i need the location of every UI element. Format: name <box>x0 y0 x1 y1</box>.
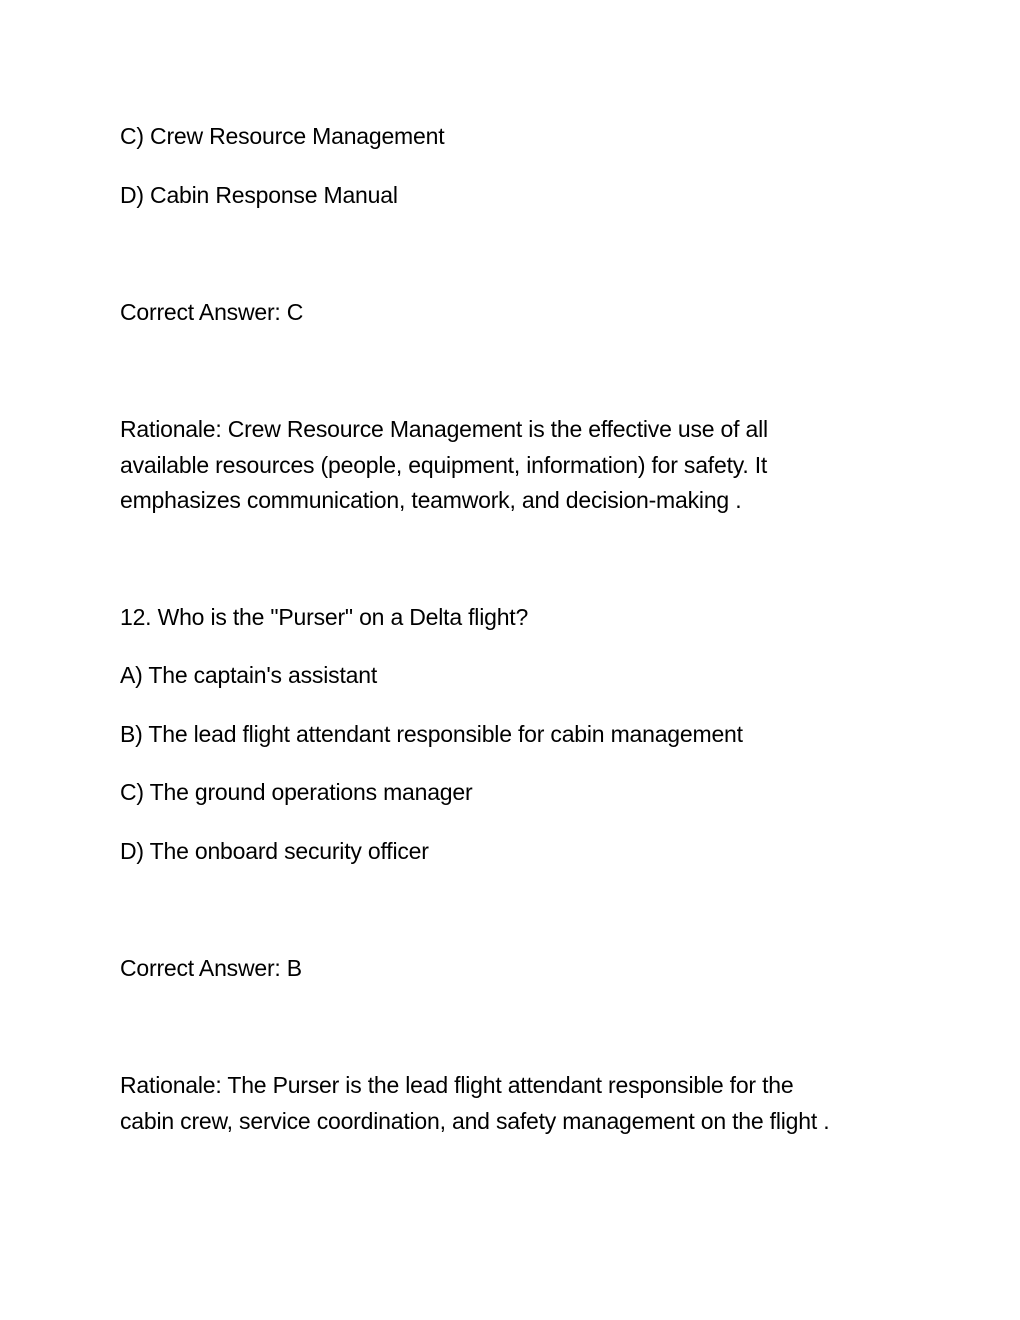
q12-option-a: A) The captain's assistant <box>120 662 378 688</box>
q11-rationale-line-2: available resources (people, equipment, information) for safety. It <box>120 451 768 478</box>
q11-option-d: D) Cabin Response Manual <box>120 182 398 208</box>
q11-option-c: C) Crew Resource Management <box>120 123 445 149</box>
q12-option-c: C) The ground operations manager <box>120 779 473 805</box>
q12-rationale-line-2: cabin crew, service coordination, and safety management on the flight . <box>120 1107 830 1134</box>
q12-rationale-line-1: Rationale: The Purser is the lead flight attendant responsible for the <box>120 1072 794 1098</box>
q12-question: 12. Who is the "Purser" on a Delta flight? <box>120 604 529 630</box>
q12-option-b: B) The lead flight attendant responsible for cabin management <box>120 721 743 747</box>
q12-correct-answer: Correct Answer: B <box>120 955 302 981</box>
q11-correct-answer: Correct Answer: C <box>120 299 304 325</box>
q12-option-d: D) The onboard security officer <box>120 838 429 864</box>
q11-rationale <box>120 412 900 519</box>
q12-rationale <box>120 1068 900 1139</box>
q11-rationale-line-1: Rationale: Crew Resource Management is the effective use of all <box>120 416 768 442</box>
q11-rationale-line-3: emphasizes communication, teamwork, and decision-making . <box>120 487 742 513</box>
